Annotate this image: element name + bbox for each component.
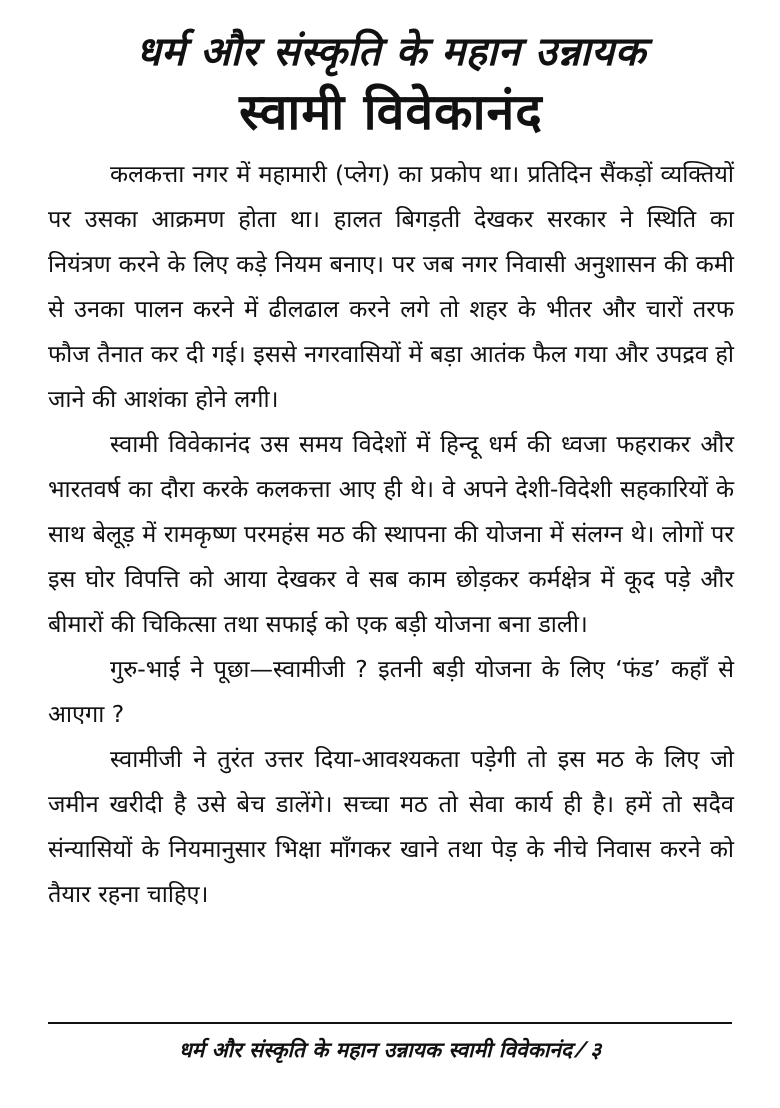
paragraph-question: गुरु-भाई ने पूछा—स्वामीजी ? इतनी बड़ी योजना के लिए ‘फंड’ कहाँ से आएगा ?: [48, 655, 734, 728]
page-subtitle: स्वामी विवेकानंद: [239, 83, 543, 141]
paragraph-answer: स्वामीजी ने तुरंत उत्तर दिया-आवश्यकता पड़ेगी तो इस मठ के लिए जो जमीन खरीदी है उसे बेच डालेंगे। सच्चा मठ तो सेवा कार्य ही है। हमें तो सदैव संन्यासियों के नियमानुसार भिक्षा माँगकर खाने तथा पेड़ के नीचे निवास करने को तैयार रहना चाहिए।: [48, 745, 734, 908]
paragraph-plague: कलकत्ता नगर में महामारी (प्लेग) का प्रकोप था। प्रतिदिन सैंकड़ों व्यक्तियों पर उसका आक्रमण होता था। हालत बिगड़ती देखकर सरकार ने स्थिति का नियंत्रण करने के लिए कड़े नियम बनाए। पर जब नगर निवासी अनुशासन की कमी से उनका पालन करने में ढीलढाल करने लगे तो शहर के भीतर और चारों तरफ फौज तैनात कर दी गई। इससे नगरवासियों में बड़ा आतंक फैल गया और उपद्रव हो जाने की आशंका होने लगी।: [48, 160, 734, 413]
footer-divider: [48, 1022, 732, 1024]
page-title: धर्म और संस्कृति के महान उन्नायक: [136, 29, 646, 75]
body-text: [48, 152, 734, 917]
running-footer: धर्म और संस्कृति के महान उन्नायक स्वामी विवेकानंद ⁄ ३: [178, 1038, 602, 1062]
paragraph-vivekananda-return: स्वामी विवेकानंद उस समय विदेशों में हिन्दू धर्म की ध्वजा फहराकर और भारतवर्ष का दौरा करके कलकत्ता आए ही थे। वे अपने देशी-विदेशी सहकारियों के साथ बेलूड़ में रामकृष्ण परमहंस मठ की स्थापना की योजना में संलग्न थे। लोगों पर इस घोर विपत्ति को आया देखकर वे सब काम छोड़कर कर्मक्षेत्र में कूद पड़े और बीमारों की चिकित्सा तथा सफाई को एक बड़ी योजना बना डाली।: [48, 430, 734, 638]
